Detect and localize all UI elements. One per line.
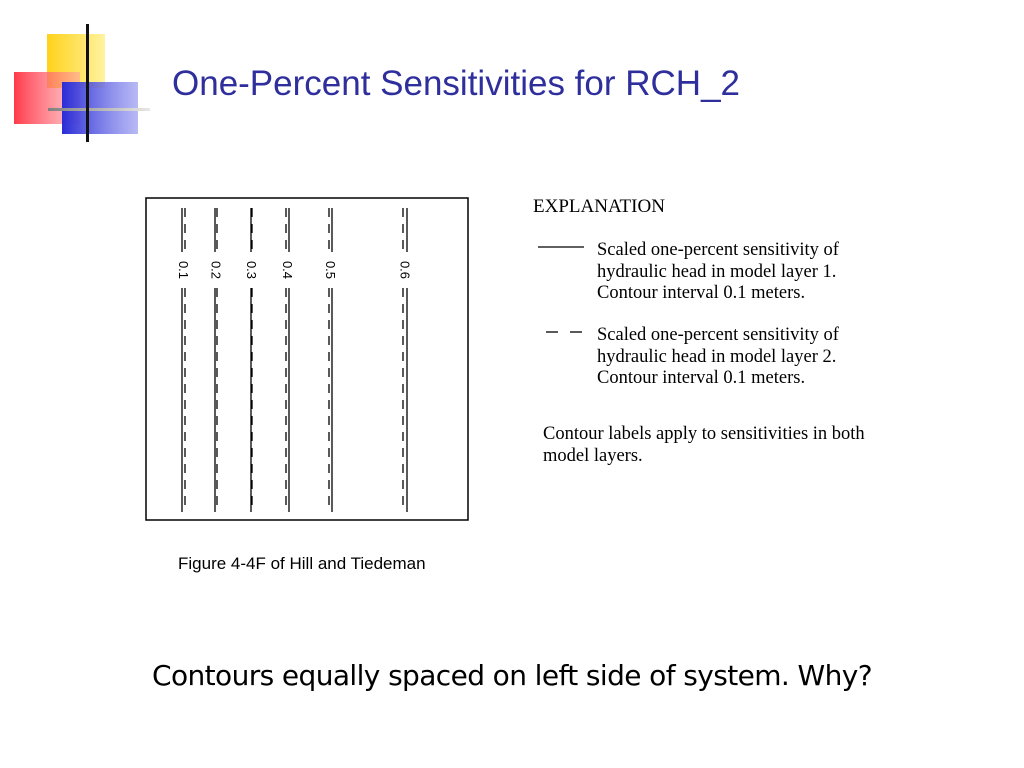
legend-line: hydraulic head in model layer 1.	[597, 261, 837, 282]
color-blocks-logo-icon	[0, 0, 150, 150]
contour-label: 0.3	[244, 260, 259, 280]
body-question: Contours equally spaced on left side of system. Why?	[152, 659, 872, 692]
contour-label: 0.2	[208, 260, 224, 280]
solid-line-icon	[538, 242, 588, 252]
note-line: Contour labels apply to sensitivities in both	[543, 424, 865, 444]
contour-label: 0.1	[176, 260, 191, 280]
legend-text-layer-2	[597, 325, 927, 390]
page-title: One-Percent Sensitivities for RCH_2	[172, 64, 740, 103]
figure-caption: Figure 4-4F of Hill and Tiedeman	[178, 554, 426, 573]
figure-border	[146, 198, 468, 520]
contour-label: 0.5	[323, 260, 338, 280]
legend-text-layer-1	[597, 240, 927, 305]
contour-figure	[140, 190, 480, 530]
legend-line: Scaled one-percent sensitivity of	[597, 240, 839, 260]
explanation-heading: EXPLANATION	[533, 196, 665, 217]
legend-line: Scaled one-percent sensitivity of	[597, 325, 839, 345]
legend-line: hydraulic head in model layer 2.	[597, 346, 837, 367]
contour-label: 0.6	[397, 260, 413, 280]
note-line: model layers.	[543, 445, 643, 466]
dashed-line-icon	[538, 327, 588, 337]
legend-line: Contour interval 0.1 meters.	[597, 368, 806, 388]
contour-label: 0.4	[280, 260, 295, 280]
contour-label-note	[543, 424, 943, 467]
legend-line: Contour interval 0.1 meters.	[597, 283, 806, 303]
